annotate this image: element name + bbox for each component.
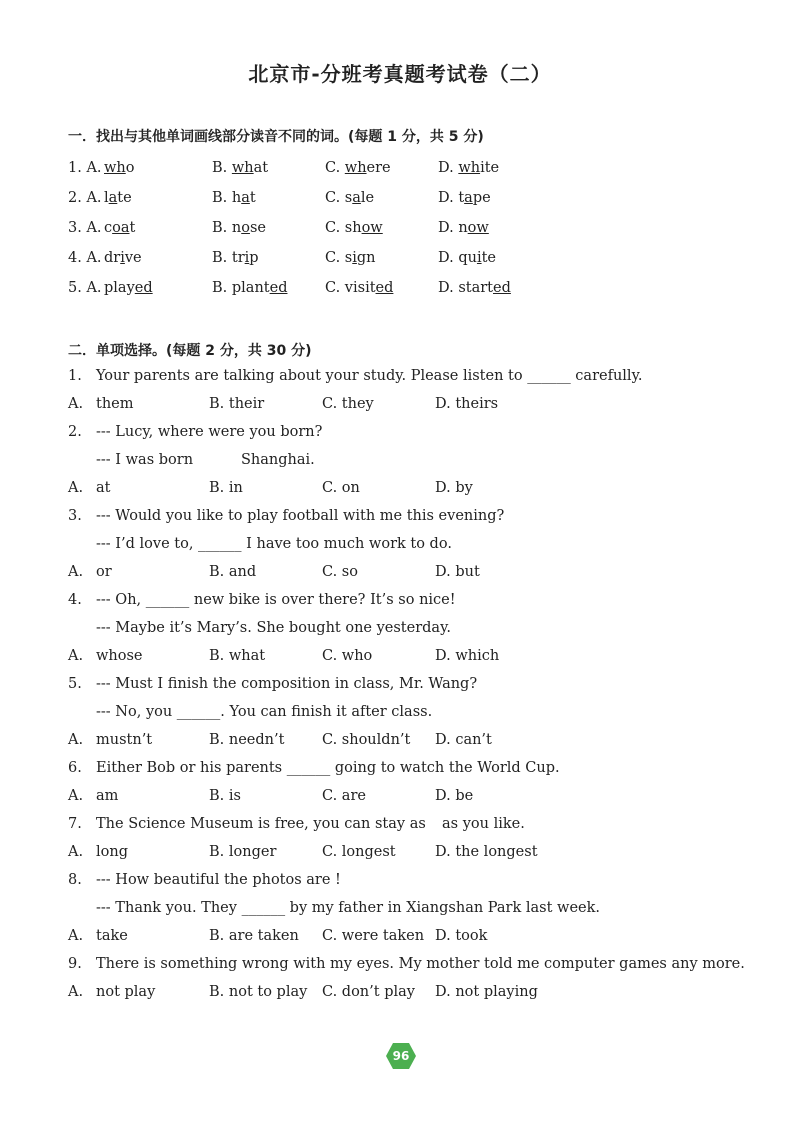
option-d: D. the longest	[435, 844, 538, 860]
question-number: 6.	[68, 760, 82, 776]
option-letter-a: A.	[68, 480, 84, 496]
option-text: C. s	[325, 250, 353, 266]
question-line-1: --- How beautiful the photos are !	[96, 872, 341, 888]
underlined-letters: i	[476, 250, 482, 266]
underlined-letters: oa	[112, 220, 130, 236]
underlined-letters: ed	[375, 280, 394, 296]
option-text: se	[249, 220, 266, 236]
option-text: dr	[104, 250, 121, 266]
option-a	[104, 160, 134, 176]
option-text: B. n	[212, 220, 242, 236]
underlined-letters: a	[352, 190, 361, 206]
option-text: B.	[212, 160, 232, 176]
underlined-letters: ed	[269, 280, 288, 296]
option-text: at	[253, 160, 269, 176]
option-c: C. are	[322, 788, 366, 804]
question-number: 3.	[68, 508, 82, 524]
option-d: D. theirs	[435, 396, 499, 412]
underlined-letters: wh	[104, 160, 126, 176]
question-line-1: --- Must I finish the composition in class, Mr. Wang?	[96, 676, 478, 692]
item-number: 4. A.	[68, 250, 102, 266]
question-text: Either Bob or his parents ______ going to watch the World Cup.	[96, 760, 560, 776]
option-letter-a: A.	[68, 928, 84, 944]
option-a	[104, 280, 153, 296]
option-text: C. s	[325, 190, 353, 206]
option-d	[438, 280, 511, 296]
option-text: te	[481, 250, 497, 266]
option-b: B. is	[209, 788, 241, 804]
option-b	[212, 160, 268, 176]
option-d: D. which	[435, 648, 500, 664]
option-c: C. who	[322, 648, 373, 664]
option-text: D.	[438, 160, 459, 176]
option-letter-a: A.	[68, 984, 84, 1000]
option-text: D. n	[438, 220, 468, 236]
dialogue-text: --- No, you ______. You can finish it after class.	[96, 704, 433, 720]
underlined-letters: ow	[467, 220, 489, 236]
option-letter-a: A.	[68, 788, 84, 804]
option-c	[325, 220, 383, 236]
option-d: D. can’t	[435, 732, 492, 748]
underlined-letters: a	[464, 190, 473, 206]
option-c: C. shouldn’t	[322, 732, 411, 748]
option-c: C. don’t play	[322, 984, 415, 1000]
underlined-letters: i	[244, 250, 250, 266]
underlined-letters: wh	[458, 160, 481, 176]
item-number: 2. A.	[68, 190, 102, 206]
page-number: 96	[392, 1049, 410, 1063]
option-letter-a: A.	[68, 844, 84, 860]
option-b	[212, 280, 287, 296]
question-number: 2.	[68, 424, 82, 440]
option-a: or	[96, 564, 112, 580]
option-a: am	[96, 788, 119, 804]
underlined-letters: o	[241, 220, 250, 236]
option-a: whose	[96, 648, 143, 664]
question-line-1: --- Oh, ______ new bike is over there? It’s so nice!	[96, 592, 456, 608]
option-b: B. what	[209, 648, 266, 664]
question-line-1: --- Would you like to play football with me this evening?	[96, 508, 505, 524]
option-b: B. in	[209, 480, 243, 496]
dialogue-text: --- I’d love to, ______ I have too much work to do.	[96, 536, 452, 552]
option-b: B. not to play	[209, 984, 308, 1000]
option-text: t	[129, 220, 136, 236]
question-number: 8.	[68, 872, 82, 888]
option-c	[325, 160, 391, 176]
option-d: D. not playing	[435, 984, 538, 1000]
option-text: ite	[480, 160, 500, 176]
option-c: C. were taken	[322, 928, 425, 944]
question-number: 7.	[68, 816, 82, 832]
option-c	[325, 250, 376, 266]
option-letter-a: A.	[68, 396, 84, 412]
option-a	[104, 220, 135, 236]
option-c: C. so	[322, 564, 358, 580]
option-text: le	[360, 190, 375, 206]
option-a: long	[96, 844, 128, 860]
option-c: C. longest	[322, 844, 396, 860]
question-number: 9.	[68, 956, 82, 972]
underlined-letters: wh	[231, 160, 254, 176]
option-text: B. h	[212, 190, 242, 206]
option-text: gn	[356, 250, 376, 266]
item-number: 1. A.	[68, 160, 102, 176]
option-a: at	[96, 480, 111, 496]
option-a	[104, 250, 142, 266]
underlined-letters: i	[120, 250, 125, 266]
underlined-letters: a	[108, 190, 118, 206]
option-a: them	[96, 396, 134, 412]
question-text: Your parents are talking about your study. Please listen to ______ carefully.	[96, 368, 643, 384]
section1-heading: 一．找出与其他单词画线部分读音不同的词。(每题 1 分，共 5 分)	[68, 129, 484, 145]
question-number: 4.	[68, 592, 82, 608]
page-title: 北京市-分班考真题考试卷（二）	[248, 62, 552, 86]
dialogue-text: Shanghai.	[241, 452, 315, 468]
option-text: ve	[124, 250, 142, 266]
option-a: take	[96, 928, 128, 944]
option-d	[438, 220, 489, 236]
question-text: computer games any more.	[544, 956, 745, 972]
option-text: ere	[366, 160, 391, 176]
underlined-letters: ed	[493, 280, 511, 296]
underlined-letters: ed	[134, 280, 153, 296]
option-b	[212, 190, 256, 206]
question-text: There is something wrong with my eyes. My mother told me	[96, 956, 540, 972]
question-line-1: --- Lucy, where were you born?	[96, 424, 323, 440]
dialogue-text: --- I was born	[96, 452, 194, 468]
option-text: B. plant	[212, 280, 270, 296]
option-b: B. their	[209, 396, 265, 412]
option-d: D. be	[435, 788, 474, 804]
option-d	[438, 190, 491, 206]
option-text: p	[249, 250, 259, 266]
option-text: l	[104, 190, 109, 206]
option-c	[325, 190, 374, 206]
question-text: as you like.	[442, 816, 525, 832]
underlined-letters: a	[241, 190, 250, 206]
option-text: pe	[472, 190, 491, 206]
option-text: play	[104, 280, 135, 296]
option-d: D. but	[435, 564, 480, 580]
option-c: C. they	[322, 396, 374, 412]
option-text: o	[125, 160, 135, 176]
option-d: D. took	[435, 928, 488, 944]
option-b: B. are taken	[209, 928, 299, 944]
option-text: te	[117, 190, 132, 206]
option-text: D. t	[438, 190, 465, 206]
option-b	[212, 250, 259, 266]
question-text: The Science Museum is free, you can stay as	[96, 816, 426, 832]
underlined-letters: wh	[344, 160, 367, 176]
option-text: C. sh	[325, 220, 362, 236]
option-a: not play	[96, 984, 156, 1000]
option-text: B. tr	[212, 250, 245, 266]
option-b: B. and	[209, 564, 257, 580]
section2-heading: 二．单项选择。(每题 2 分，共 30 分)	[68, 343, 312, 359]
option-d: D. by	[435, 480, 473, 496]
option-letter-a: A.	[68, 732, 84, 748]
option-text: C. visit	[325, 280, 376, 296]
option-text: D. qu	[438, 250, 477, 266]
question-number: 1.	[68, 368, 82, 384]
item-number: 3. A.	[68, 220, 102, 236]
option-text: c	[104, 220, 113, 236]
option-b	[212, 220, 266, 236]
option-d	[438, 160, 499, 176]
underlined-letters: i	[352, 250, 357, 266]
option-letter-a: A.	[68, 564, 84, 580]
option-text: C.	[325, 160, 345, 176]
underlined-letters: ow	[361, 220, 383, 236]
option-text: t	[249, 190, 256, 206]
dialogue-text: --- Thank you. They ______ by my father in Xiangshan Park last week.	[96, 900, 600, 916]
option-text: D. start	[438, 280, 493, 296]
option-b: B. longer	[209, 844, 277, 860]
question-number: 5.	[68, 676, 82, 692]
option-c: C. on	[322, 480, 360, 496]
option-a: mustn’t	[96, 732, 153, 748]
option-a	[104, 190, 132, 206]
dialogue-text: --- Maybe it’s Mary’s. She bought one yesterday.	[96, 620, 451, 636]
option-d	[438, 250, 496, 266]
option-c	[325, 280, 393, 296]
option-b: B. needn’t	[209, 732, 285, 748]
item-number: 5. A.	[68, 280, 102, 296]
option-letter-a: A.	[68, 648, 84, 664]
